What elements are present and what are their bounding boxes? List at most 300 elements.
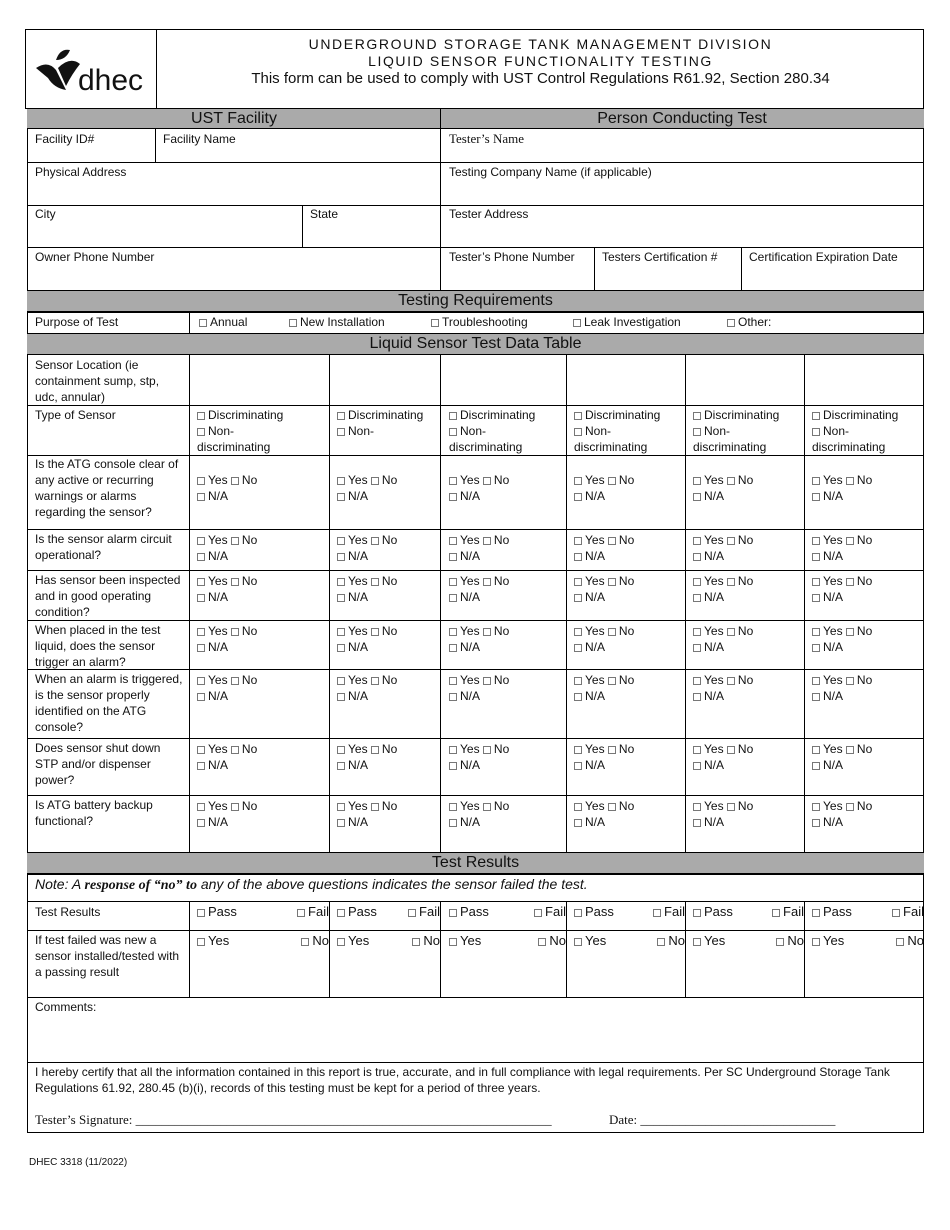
option-discriminating[interactable]: Discriminating xyxy=(574,408,660,422)
option-na[interactable]: N/A xyxy=(337,640,368,654)
date-line[interactable]: Date: ______________________________ xyxy=(609,1112,836,1127)
yes-no-na-options xyxy=(812,623,922,655)
option-no[interactable]: No xyxy=(846,799,872,813)
option-yes[interactable]: Yes xyxy=(693,624,724,638)
checkbox-icon xyxy=(449,693,457,701)
question-2: Is the sensor alarm circuit operational? xyxy=(35,532,172,562)
option-yes[interactable]: Yes xyxy=(693,673,724,687)
yes-no-na-options xyxy=(693,672,803,704)
option-no[interactable]: No xyxy=(371,799,397,813)
option-no[interactable]: No xyxy=(483,624,509,638)
option-no[interactable]: No xyxy=(483,473,509,487)
city-field[interactable]: City xyxy=(35,207,56,221)
option-no[interactable]: No xyxy=(412,933,440,949)
option-no[interactable]: No xyxy=(608,624,634,638)
yes-no-na-options xyxy=(574,532,684,564)
yes-no-na-options xyxy=(337,573,447,605)
option-yes[interactable]: Yes xyxy=(812,473,843,487)
checkbox-icon xyxy=(693,412,701,420)
option-yes[interactable]: Yes xyxy=(812,624,843,638)
option-yes[interactable]: Yes xyxy=(337,574,368,588)
checkbox-icon xyxy=(727,319,735,327)
yes-no-na-options xyxy=(812,672,922,704)
option-yes[interactable]: Yes xyxy=(812,742,843,756)
option-yes[interactable]: Yes xyxy=(197,933,229,949)
option-non-discriminating[interactable]: Non-discriminating xyxy=(574,424,648,454)
option-na[interactable]: N/A xyxy=(337,815,368,829)
checkbox-icon xyxy=(301,938,309,946)
checkbox-icon xyxy=(337,628,345,636)
option-yes[interactable]: Yes xyxy=(812,799,843,813)
purpose-other[interactable]: Other: xyxy=(727,314,771,330)
checkbox-icon xyxy=(197,537,205,545)
option-no[interactable]: No xyxy=(727,473,753,487)
checkbox-icon xyxy=(197,644,205,652)
checkbox-icon xyxy=(574,493,582,501)
option-yes[interactable]: Yes xyxy=(197,473,228,487)
checkbox-icon xyxy=(608,628,616,636)
option-yes[interactable]: Yes xyxy=(449,624,480,638)
option-no[interactable]: No xyxy=(371,673,397,687)
option-pass[interactable]: Pass xyxy=(337,904,377,920)
option-na[interactable]: N/A xyxy=(337,689,368,703)
checkbox-icon xyxy=(812,693,820,701)
option-na[interactable]: N/A xyxy=(337,489,368,503)
option-fail[interactable]: Fail xyxy=(653,904,685,920)
checkbox-icon xyxy=(297,909,305,917)
option-pass[interactable]: Pass xyxy=(449,904,489,920)
checkbox-icon xyxy=(727,628,735,636)
facility-id-field[interactable]: Facility ID# xyxy=(35,132,95,146)
checkbox-icon xyxy=(574,762,582,770)
option-yes[interactable]: Yes xyxy=(574,624,605,638)
checkbox-icon xyxy=(197,578,205,586)
option-no[interactable]: No xyxy=(896,933,924,949)
option-na[interactable]: N/A xyxy=(574,489,605,503)
option-no[interactable]: No xyxy=(231,624,257,638)
option-na[interactable]: N/A xyxy=(574,758,605,772)
question-4: When placed in the test liquid, does the sensor trigger an alarm? xyxy=(35,623,161,669)
option-yes[interactable]: Yes xyxy=(197,574,228,588)
option-discriminating[interactable]: Discriminating xyxy=(449,408,535,422)
checkbox-icon xyxy=(337,693,345,701)
checkbox-icon xyxy=(812,412,820,420)
option-fail[interactable]: Fail xyxy=(297,904,329,920)
option-non-discriminating[interactable]: Non-discriminating xyxy=(693,424,767,454)
option-non-discriminating[interactable]: Non-discriminating xyxy=(812,424,886,454)
checkbox-icon xyxy=(197,693,205,701)
option-na[interactable]: N/A xyxy=(812,815,843,829)
option-yes[interactable]: Yes xyxy=(449,574,480,588)
purpose-new-installation[interactable]: New Installation xyxy=(289,314,385,330)
option-na[interactable]: N/A xyxy=(449,689,480,703)
checkbox-icon xyxy=(574,803,582,811)
option-na[interactable]: N/A xyxy=(693,689,724,703)
yes-no-na-options xyxy=(693,532,803,564)
option-yes[interactable]: Yes xyxy=(812,933,844,949)
option-no[interactable]: No xyxy=(483,742,509,756)
option-yes[interactable]: Yes xyxy=(574,533,605,547)
option-no[interactable]: No xyxy=(231,533,257,547)
dhec-logo-icon xyxy=(26,30,156,108)
option-yes[interactable]: Yes xyxy=(337,624,368,638)
option-yes[interactable]: Yes xyxy=(337,673,368,687)
pass-fail-options xyxy=(693,904,804,920)
yes-no-na-options xyxy=(812,532,922,564)
checkbox-icon xyxy=(431,319,439,327)
yes-no-na-options xyxy=(693,472,803,504)
signature-line[interactable]: Tester’s Signature: ________________________________________________________________ xyxy=(35,1112,552,1127)
option-yes[interactable]: Yes xyxy=(197,533,228,547)
checkbox-icon xyxy=(812,803,820,811)
option-na[interactable]: N/A xyxy=(197,489,228,503)
pass-fail-options xyxy=(449,904,566,920)
purpose-leak-investigation[interactable]: Leak Investigation xyxy=(573,314,681,330)
option-na[interactable]: N/A xyxy=(812,758,843,772)
option-na[interactable]: N/A xyxy=(574,689,605,703)
section-ust-facility: UST Facility xyxy=(27,108,441,129)
option-no[interactable]: No xyxy=(371,574,397,588)
checkbox-icon xyxy=(337,428,345,436)
checkbox-icon xyxy=(483,578,491,586)
checkbox-icon xyxy=(197,938,205,946)
option-yes[interactable]: Yes xyxy=(449,673,480,687)
tester-phone-field[interactable]: Tester’s Phone Number xyxy=(449,250,575,264)
checkbox-icon xyxy=(727,677,735,685)
checkbox-icon xyxy=(812,428,820,436)
option-na[interactable]: N/A xyxy=(693,590,724,604)
option-no[interactable]: No xyxy=(608,574,634,588)
option-yes[interactable]: Yes xyxy=(693,473,724,487)
checkbox-icon xyxy=(371,677,379,685)
option-no[interactable]: No xyxy=(727,673,753,687)
yes-no-na-options xyxy=(693,798,803,830)
checkbox-icon xyxy=(693,493,701,501)
option-yes[interactable]: Yes xyxy=(337,933,369,949)
checkbox-icon xyxy=(412,938,420,946)
option-no[interactable]: No xyxy=(727,624,753,638)
yes-no-na-options xyxy=(197,472,307,504)
checkbox-icon xyxy=(812,553,820,561)
option-no[interactable]: No xyxy=(231,473,257,487)
yes-no-na-options xyxy=(449,623,559,655)
option-yes[interactable]: Yes xyxy=(574,574,605,588)
option-no[interactable]: No xyxy=(608,742,634,756)
checkbox-icon xyxy=(693,477,701,485)
checkbox-icon xyxy=(231,628,239,636)
checkbox-icon xyxy=(573,319,581,327)
checkbox-icon xyxy=(693,938,701,946)
checkbox-icon xyxy=(574,578,582,586)
option-na[interactable]: N/A xyxy=(693,489,724,503)
option-na[interactable]: N/A xyxy=(693,758,724,772)
option-no[interactable]: No xyxy=(727,533,753,547)
option-na[interactable]: N/A xyxy=(574,590,605,604)
option-no[interactable]: No xyxy=(231,799,257,813)
option-yes[interactable]: Yes xyxy=(449,799,480,813)
option-yes[interactable]: Yes xyxy=(693,742,724,756)
yes-no-na-options xyxy=(197,623,307,655)
section-data-table: Liquid Sensor Test Data Table xyxy=(27,333,924,355)
option-no[interactable]: No xyxy=(846,673,872,687)
checkbox-icon xyxy=(608,537,616,545)
checkbox-icon xyxy=(449,746,457,754)
checkbox-icon xyxy=(693,677,701,685)
option-pass[interactable]: Pass xyxy=(574,904,614,920)
option-no[interactable]: No xyxy=(483,533,509,547)
option-no[interactable]: No xyxy=(483,574,509,588)
option-na[interactable]: N/A xyxy=(337,549,368,563)
sensor-type-options xyxy=(812,407,920,455)
tester-cert-field[interactable]: Testers Certification # xyxy=(602,250,718,264)
replacement-yes-no-options xyxy=(197,933,329,949)
option-na[interactable]: N/A xyxy=(574,640,605,654)
sensor-type-options xyxy=(337,407,445,439)
option-na[interactable]: N/A xyxy=(693,815,724,829)
checkbox-icon xyxy=(449,578,457,586)
yes-no-na-options xyxy=(812,741,922,773)
checkbox-icon xyxy=(197,746,205,754)
checkbox-icon xyxy=(693,909,701,917)
option-discriminating[interactable]: Discriminating xyxy=(812,408,898,422)
form-header xyxy=(157,36,924,87)
option-no[interactable]: No xyxy=(846,742,872,756)
checkbox-icon xyxy=(846,578,854,586)
checkbox-icon xyxy=(231,477,239,485)
option-no[interactable]: No xyxy=(301,933,329,949)
option-na[interactable]: N/A xyxy=(449,549,480,563)
checkbox-icon xyxy=(812,746,820,754)
option-na[interactable]: N/A xyxy=(197,815,228,829)
yes-no-na-options xyxy=(449,472,559,504)
checkbox-icon xyxy=(574,644,582,652)
option-na[interactable]: N/A xyxy=(812,489,843,503)
purpose-troubleshooting[interactable]: Troubleshooting xyxy=(431,314,528,330)
option-yes[interactable]: Yes xyxy=(693,933,725,949)
option-na[interactable]: N/A xyxy=(197,549,228,563)
option-fail[interactable]: Fail xyxy=(892,904,924,920)
checkbox-icon xyxy=(449,762,457,770)
yes-no-na-options xyxy=(449,532,559,564)
checkbox-icon xyxy=(693,644,701,652)
option-yes[interactable]: Yes xyxy=(449,742,480,756)
option-no[interactable]: No xyxy=(371,533,397,547)
option-na[interactable]: N/A xyxy=(197,640,228,654)
option-pass[interactable]: Pass xyxy=(693,904,733,920)
yes-no-na-options xyxy=(197,672,307,704)
dhec-logo xyxy=(25,29,157,109)
option-pass[interactable]: Pass xyxy=(197,904,237,920)
checkbox-icon xyxy=(449,644,457,652)
option-no[interactable]: No xyxy=(608,533,634,547)
yes-no-na-options xyxy=(574,672,684,704)
option-yes[interactable]: Yes xyxy=(197,742,228,756)
tester-name-field[interactable]: Tester’s Name xyxy=(449,131,525,146)
option-no[interactable]: No xyxy=(231,673,257,687)
option-no[interactable]: No xyxy=(846,533,872,547)
option-na[interactable]: N/A xyxy=(449,758,480,772)
test-results-label: Test Results xyxy=(35,905,101,919)
checkbox-icon xyxy=(199,319,207,327)
physical-address-field[interactable]: Physical Address xyxy=(35,165,127,179)
checkbox-icon xyxy=(371,628,379,636)
option-discriminating[interactable]: Discriminating xyxy=(693,408,779,422)
option-no[interactable]: No xyxy=(608,799,634,813)
option-na[interactable]: N/A xyxy=(197,758,228,772)
cert-expiration-field[interactable]: Certification Expiration Date xyxy=(749,250,898,264)
option-no[interactable]: No xyxy=(727,574,753,588)
checkbox-icon xyxy=(197,594,205,602)
testing-company-field[interactable]: Testing Company Name (if applicable) xyxy=(449,165,652,179)
checkbox-icon xyxy=(449,594,457,602)
option-yes[interactable]: Yes xyxy=(449,933,481,949)
purpose-annual[interactable]: Annual xyxy=(199,314,247,330)
checkbox-icon xyxy=(449,803,457,811)
yes-no-na-options xyxy=(197,798,307,830)
option-no[interactable]: No xyxy=(608,473,634,487)
option-no[interactable]: No xyxy=(846,624,872,638)
pass-fail-options xyxy=(197,904,329,920)
comments-field[interactable]: Comments: xyxy=(35,1000,97,1014)
option-na[interactable]: N/A xyxy=(693,640,724,654)
option-yes[interactable]: Yes xyxy=(574,742,605,756)
question-3: Has sensor been inspected and in good operating condition? xyxy=(35,573,181,619)
checkbox-icon xyxy=(846,803,854,811)
option-pass[interactable]: Pass xyxy=(812,904,852,920)
question-6: Does sensor shut down STP and/or dispenser power? xyxy=(35,741,161,787)
option-yes[interactable]: Yes xyxy=(693,574,724,588)
option-na[interactable]: N/A xyxy=(574,815,605,829)
option-yes[interactable]: Yes xyxy=(197,624,228,638)
option-fail[interactable]: Fail xyxy=(408,904,440,920)
option-no[interactable]: No xyxy=(727,799,753,813)
option-yes[interactable]: Yes xyxy=(693,799,724,813)
option-yes[interactable]: Yes xyxy=(337,742,368,756)
option-no[interactable]: No xyxy=(608,673,634,687)
checkbox-icon xyxy=(449,412,457,420)
option-yes[interactable]: Yes xyxy=(574,473,605,487)
yes-no-na-options xyxy=(337,623,447,655)
option-na[interactable]: N/A xyxy=(337,590,368,604)
option-na[interactable]: N/A xyxy=(449,489,480,503)
state-field[interactable]: State xyxy=(310,207,339,221)
yes-no-na-options xyxy=(337,741,447,773)
checkbox-icon xyxy=(574,693,582,701)
option-na[interactable]: N/A xyxy=(812,549,843,563)
checkbox-icon xyxy=(574,477,582,485)
option-na[interactable]: N/A xyxy=(574,549,605,563)
option-fail[interactable]: Fail xyxy=(534,904,566,920)
option-yes[interactable]: Yes xyxy=(197,799,228,813)
option-na[interactable]: N/A xyxy=(197,689,228,703)
option-na[interactable]: N/A xyxy=(693,549,724,563)
option-no[interactable]: No xyxy=(846,473,872,487)
option-no[interactable]: No xyxy=(371,473,397,487)
option-no[interactable]: No xyxy=(371,624,397,638)
checkbox-icon xyxy=(197,819,205,827)
option-na[interactable]: N/A xyxy=(449,815,480,829)
option-yes[interactable]: Yes xyxy=(574,673,605,687)
option-yes[interactable]: Yes xyxy=(449,533,480,547)
option-no[interactable]: No xyxy=(483,799,509,813)
section-testing-requirements: Testing Requirements xyxy=(27,290,924,312)
yes-no-na-options xyxy=(449,798,559,830)
checkbox-icon xyxy=(449,428,457,436)
option-non-discriminating[interactable]: Non-discriminating xyxy=(197,424,271,454)
failed-replacement-label: If test failed was new a sensor installed/tested with a passing result xyxy=(35,933,180,979)
option-na[interactable]: N/A xyxy=(812,640,843,654)
checkbox-icon xyxy=(846,746,854,754)
option-na[interactable]: N/A xyxy=(449,590,480,604)
option-yes[interactable]: Yes xyxy=(337,799,368,813)
option-no[interactable]: No xyxy=(483,673,509,687)
checkbox-icon xyxy=(231,578,239,586)
option-yes[interactable]: Yes xyxy=(449,473,480,487)
checkbox-icon xyxy=(812,578,820,586)
option-yes[interactable]: Yes xyxy=(574,799,605,813)
option-discriminating[interactable]: Discriminating xyxy=(337,408,423,422)
option-no[interactable]: No xyxy=(846,574,872,588)
option-yes[interactable]: Yes xyxy=(337,533,368,547)
option-yes[interactable]: Yes xyxy=(574,933,606,949)
option-yes[interactable]: Yes xyxy=(812,673,843,687)
checkbox-icon xyxy=(846,677,854,685)
tester-address-field[interactable]: Tester Address xyxy=(449,207,529,221)
option-non-discriminating[interactable]: Non-discriminating xyxy=(449,424,523,454)
option-yes[interactable]: Yes xyxy=(197,673,228,687)
sensor-type-options xyxy=(574,407,682,455)
option-fail[interactable]: Fail xyxy=(772,904,804,920)
checkbox-icon xyxy=(449,628,457,636)
checkbox-icon xyxy=(337,493,345,501)
option-na[interactable]: N/A xyxy=(812,590,843,604)
checkbox-icon xyxy=(812,677,820,685)
checkbox-icon xyxy=(727,537,735,545)
checkbox-icon xyxy=(846,628,854,636)
option-non-discriminating[interactable]: Non- xyxy=(337,424,374,438)
facility-name-field[interactable]: Facility Name xyxy=(163,132,236,146)
option-no[interactable]: No xyxy=(231,574,257,588)
checkbox-icon xyxy=(727,477,735,485)
option-na[interactable]: N/A xyxy=(337,758,368,772)
checkbox-icon xyxy=(337,746,345,754)
purpose-label: Purpose of Test xyxy=(35,315,119,329)
form-title: LIQUID SENSOR FUNCTIONALITY TESTING xyxy=(368,53,713,69)
option-na[interactable]: N/A xyxy=(449,640,480,654)
option-no[interactable]: No xyxy=(371,742,397,756)
option-no[interactable]: No xyxy=(727,742,753,756)
option-yes[interactable]: Yes xyxy=(812,533,843,547)
checkbox-icon xyxy=(776,938,784,946)
option-no[interactable]: No xyxy=(776,933,804,949)
checkbox-icon xyxy=(727,578,735,586)
option-yes[interactable]: Yes xyxy=(337,473,368,487)
option-yes[interactable]: Yes xyxy=(812,574,843,588)
option-na[interactable]: N/A xyxy=(812,689,843,703)
option-no[interactable]: No xyxy=(538,933,566,949)
checkbox-icon xyxy=(892,909,900,917)
pass-fail-options xyxy=(574,904,685,920)
option-no[interactable]: No xyxy=(657,933,685,949)
owner-phone-field[interactable]: Owner Phone Number xyxy=(35,250,155,264)
option-no[interactable]: No xyxy=(231,742,257,756)
yes-no-na-options xyxy=(812,472,922,504)
option-na[interactable]: N/A xyxy=(197,590,228,604)
checkbox-icon xyxy=(812,644,820,652)
option-yes[interactable]: Yes xyxy=(693,533,724,547)
option-discriminating[interactable]: Discriminating xyxy=(197,408,283,422)
question-7: Is ATG battery backup functional? xyxy=(35,798,153,828)
